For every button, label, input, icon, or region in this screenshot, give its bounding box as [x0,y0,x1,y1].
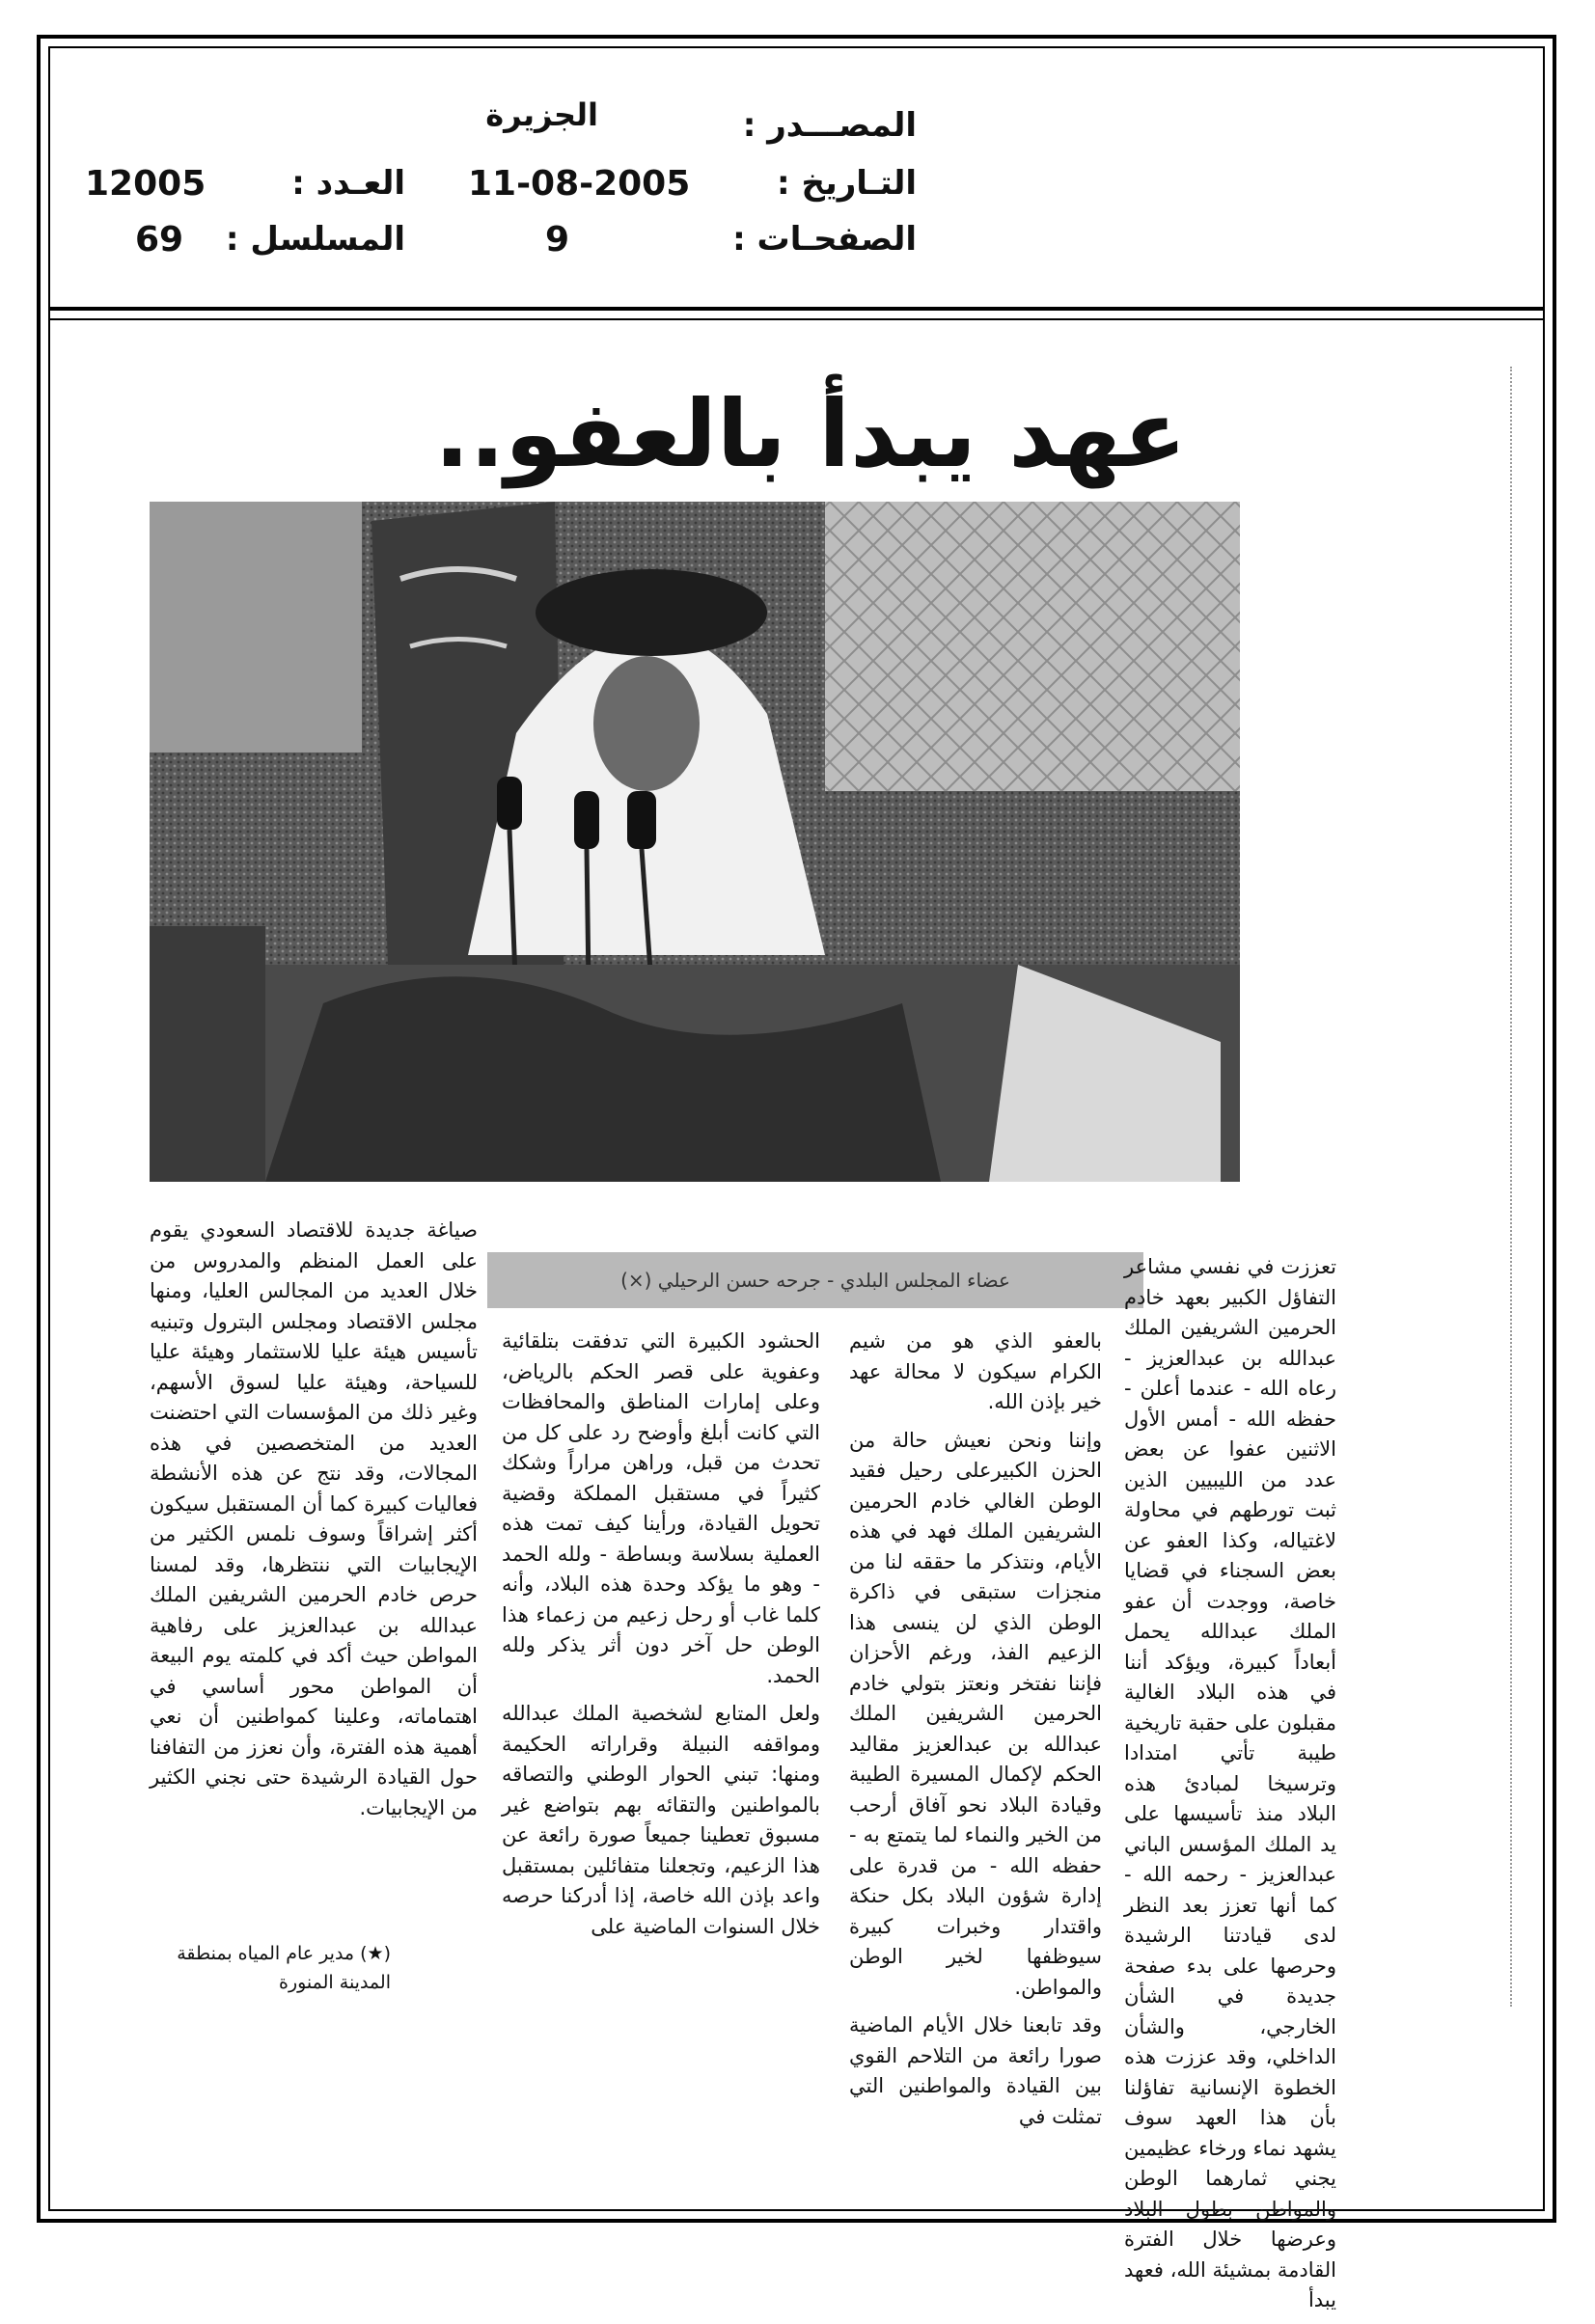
column-3-paragraph: ولعل المتابع لشخصية الملك عبدالله ومواقفه النبيلة وقراراته الحكيمة ومنها: تبني الحوار الوطني والتصاقه بالمواطنين والتقائه بهم بتواضع غير مسبوق تعطينا جميعاً صورة رائعة عن هذا الزعيم، وتجعلنا متفائلين بمستقبل واعد بإذن الله خاصة، إذا أدركنا حرصه خلال السنوات الماضية على [502,1702,820,1938]
serial-value: 69 [135,220,184,260]
header-divider-thin [48,318,1545,320]
column-2-paragraph: وإننا ونحن نعيش حالة من الحزن الكبيرعلى رحيل فقيد الوطن الغالي خادم الحرمين الشريفين الملك فهد في هذه الأيام، ونتذكر ما حققه لنا من منجزات ستبقى في ذاكرة الوطن الذي لن ينسى هذا الزعيم الفذ، ورغم الأحزان فإننا نفتخر ونعتز بتولي خادم الحرمين الشريفين الملك عبدالله بن عبدالعزيز مقاليد الحكم لإكمال المسيرة الطيبة وقيادة البلاد نحو آفاق أرحب من الخير والنماء لما يتمتع به - حفظه الله - من قدرة على إدارة شؤون البلاد بكل حنكة واقتدار وخبرات كبيرة سيوظفها لخير الوطن والمواطن. [849,1428,1102,1999]
column-4-paragraph: صياغة جديدة للاقتصاد السعودي يقوم على العمل المنظم والمدروس من خلال العديد من المجالس العليا، ومنها مجلس الاقتصاد ومجلس البترول وتبنيه تأسيس هيئة عليا للاستثمار وهيئة عليا للسياحة، وهيئة عليا لسوق الأسهم، وغير ذلك من المؤسسات التي احتضنت العديد من المتخصصين في هذه المجالات، وقد نتج عن هذه الأنشطة فعاليات كبيرة كما أن المستقبل سيكون أكثر إشراقاً وسوف نلمس الكثير من الإيجابيات التي ننتظرها، وقد لمسنا حرص خادم الحرمين الشريفين الملك عبدالله بن عبدالعزيز على رفاهية المواطن حيث أكد في كلمته يوم البيعة أن المواطن محور أساسي في اهتماماته، وعلينا كمواطنين أن نعي أهمية هذه الفترة، وأن نعزز من التفافنا حول القيادة الرشيدة حتى نجني الكثير من الإيجابيات. [150,1218,478,1819]
header-divider [48,307,1545,311]
source-label: المصـــدر : [742,106,917,145]
issue-label: العـدد : [291,164,405,203]
issue-value: 12005 [85,164,206,204]
source-value: الجزيرة [485,96,598,133]
scan-edge-line [1510,367,1512,2007]
column-1-paragraph: تعززت في نفسي مشاعر التفاؤل الكبير بعهد خادم الحرمين الشريفين الملك عبدالله بن عبدالعزيز - رعاه الله - عندما أعلن - حفظه الله - أمس الأول الاثنين عفوا عن بعض عدد من الليبيين الذين ثبت تورطهم في محاولة لاغتياله، وكذا العفو عن بعض السجناء في قضايا خاصة، ووجدت أن عفو الملك عبدالله يحمل أبعاداً كبيرة، ويؤكد أننا في هذه البلاد الغالية مقبلون على حقبة تاريخية طيبة تأتي امتدادا وترسيخا لمبادئ هذه البلاد منذ تأسيسها على يد الملك المؤسس الباني عبدالعزيز - رحمه الله - كما أنها تعزز بعد النظر لدى قيادتنا الرشيدة وحرصها على بدء صفحة جديدة في الشأن الخارجي، والشأن الداخلي، وقد عززت هذه الخطوة الإنسانية تفاؤلنا بأن هذا العهد سوف يشهد نماء ورخاء عظيمين يجني ثمارهما الوطن والمواطن بطول البلاد وعرضها خلال الفترة القادمة بمشيئة الله، فعهد يبدأ [1124,1255,1336,2311]
photo-illustration [150,502,1240,1182]
article-photo [150,502,1240,1182]
date-label: التـاريخ : [777,164,917,203]
column-3-paragraph: الحشود الكبيرة التي تدفقت بتلقائية وعفوية على قصر الحكم بالرياض، وعلى إمارات المناطق والمحافظات التي كانت أبلغ وأوضح رد على كل من تحدث من قبل، وراهن مراراً وشكك كثيراً في مستقبل المملكة وقضية تحويل القيادة، ورأينا كيف تمت هذه العملية بسلاسة وبساطة - ولله الحمد - وهو ما يؤكد وحدة هذه البلاد، وأنه كلما غاب أو رحل زعيم من زعماء هذا الوطن حل آخر دون أثر يذكر ولله الحمد. [502,1329,820,1687]
column-2-paragraph: بالعفو الذي هو من شيم الكرام سيكون لا محالة عهد خير بإذن الله. [849,1329,1102,1413]
article-column-1 [1124,1252,1336,2324]
column-2-paragraph: وقد تابعنا خلال الأيام الماضية صورا رائعة من التلاحم القوي بين القيادة والمواطنين التي تمثلت في [849,2013,1102,2128]
article-column-3 [502,1326,820,1950]
author-footnote: (★) مدير عام المياه بمنطقة المدينة المنورة [177,1943,391,1993]
serial-label: المسلسل : [225,220,405,259]
article-headline: عهد يبدأ بالعفو.. [434,380,1187,488]
pages-value: 9 [545,220,570,260]
photo-caption: عضاء المجلس البلدي - جرحه حسن الرحيلي (×) [487,1252,1143,1308]
date-value: 11-08-2005 [468,164,691,204]
article-column-4 [150,1216,478,1831]
pages-label: الصفحـات : [732,220,917,259]
article-column-2 [849,1326,1102,2140]
